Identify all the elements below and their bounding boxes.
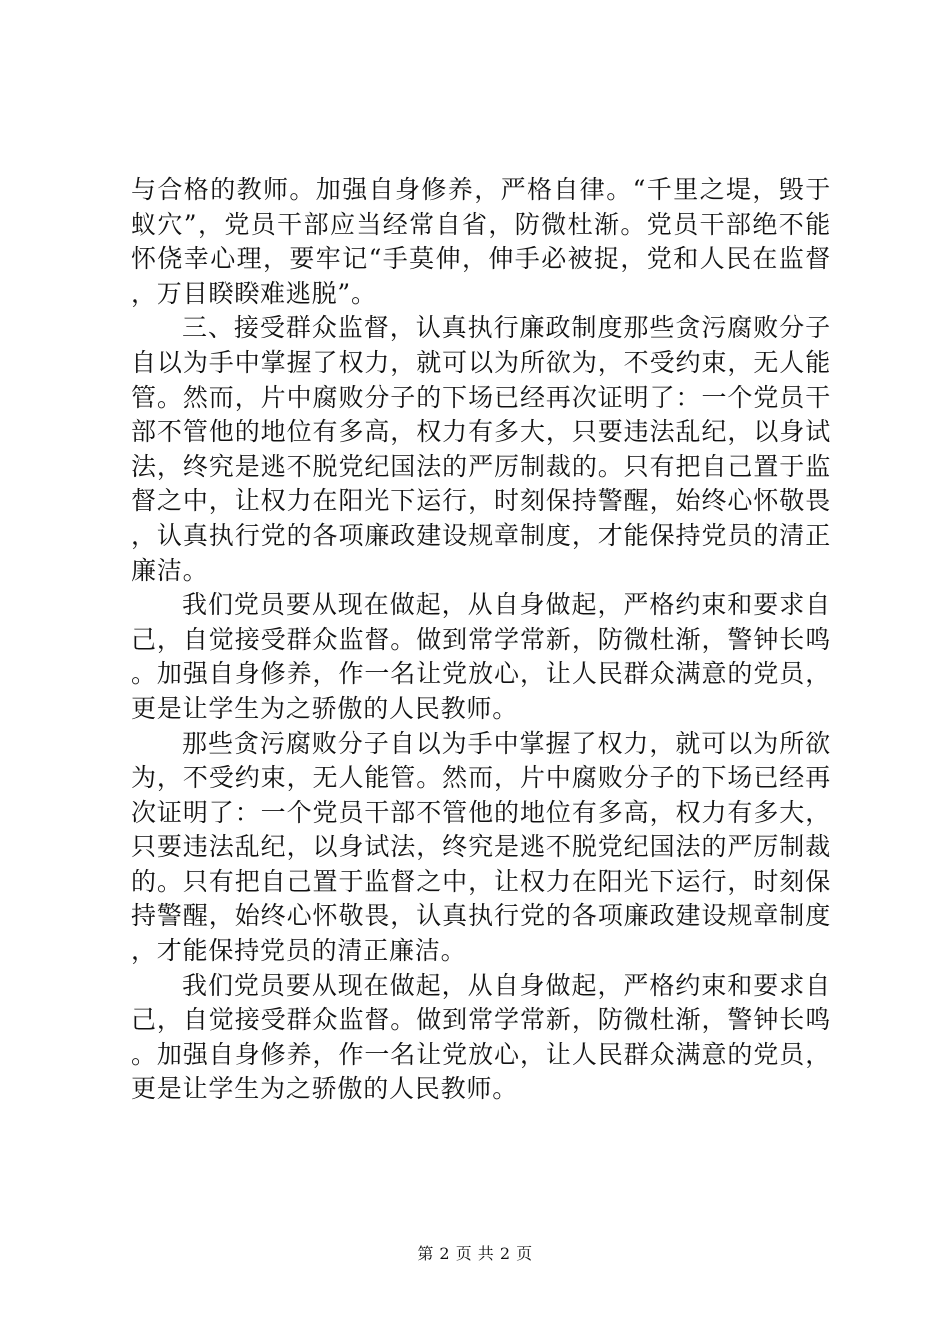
paragraph-4: 那些贪污腐败分子自以为手中掌握了权力，就可以为所欲为，不受约束，无人能管。然而，片中腐败分子的下场已经再次证明了：一个党员干部不管他的地位有多高，权力有多大，只要违法乱纪，以身试法，终究是逃不脱党纪国法的严厉制裁的。只有把自己置于监督之中，让权力在阳光下运行，时刻保持警醒，始终心怀敬畏，认真执行党的各项廉政建设规章制度，才能保持党员的清正廉洁。	[131, 728, 831, 966]
paragraph-5: 我们党员要从现在做起，从自身做起，严格约束和要求自己，自觉接受群众监督。做到常学常新，防微杜渐，警钟长鸣。加强自身修养，作一名让党放心，让人民群众满意的党员，更是让学生为之骄傲的人民教师。	[131, 970, 831, 1104]
paragraph-1: 与合格的教师。加强自身修养，严格自律。“千里之堤，毁于蚁穴”，党员干部应当经常自省，防微杜渐。党员干部绝不能怀侥幸心理，要牢记“手莫伸，伸手必被捉，党和人民在监督，万目睽睽难逃脱”。	[131, 175, 831, 308]
page-number-footer: 第 2 页 共 2 页	[417, 1244, 533, 1263]
paragraph-3: 我们党员要从现在做起，从自身做起，严格约束和要求自己，自觉接受群众监督。做到常学常新，防微杜渐，警钟长鸣。加强自身修养，作一名让党放心，让人民群众满意的党员，更是让学生为之骄傲的人民教师。	[131, 590, 831, 723]
document-body	[131, 173, 831, 1107]
paragraph-2: 三、接受群众监督，认真执行廉政制度那些贪污腐败分子自以为手中掌握了权力，就可以为所欲为，不受约束，无人能管。然而，片中腐败分子的下场已经再次证明了：一个党员干部不管他的地位有多高，权力有多大，只要违法乱纪，以身试法，终究是逃不脱党纪国法的严厉制裁的。只有把自己置于监督之中，让权力在阳光下运行，时刻保持警醒，始终心怀敬畏，认真执行党的各项廉政建设规章制度，才能保持党员的清正廉洁。	[131, 313, 831, 585]
